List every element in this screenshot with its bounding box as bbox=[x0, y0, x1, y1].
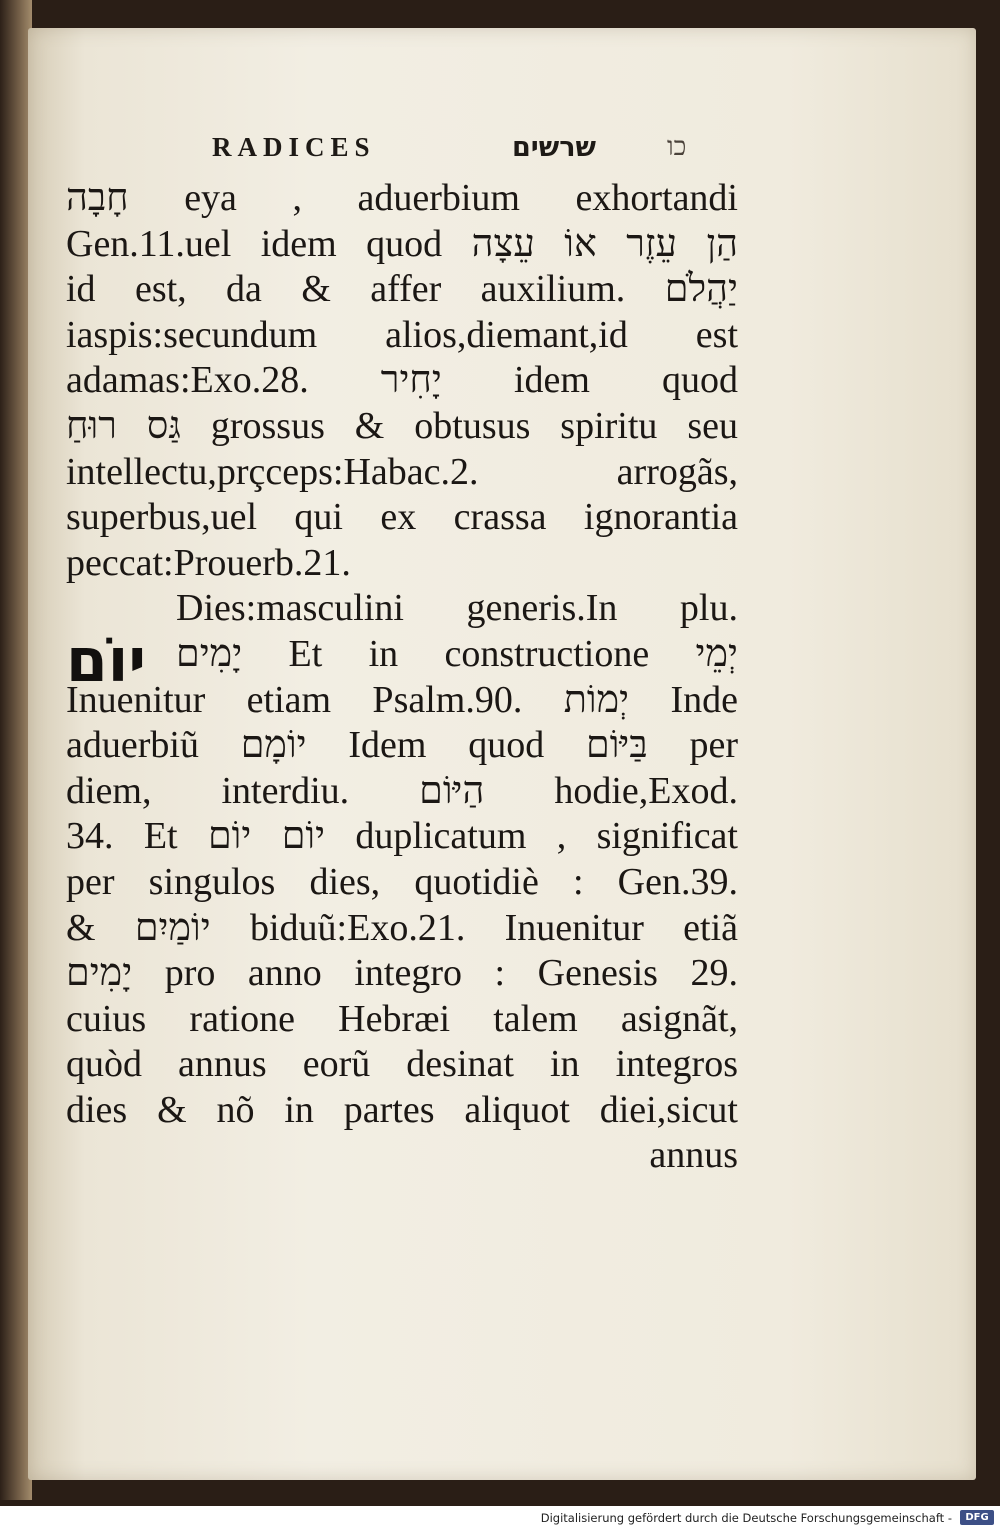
text-line: cuius ratione Hebræi talem asignãt, bbox=[66, 997, 738, 1040]
text-line: חָבָה eya , aduerbium exhortandi bbox=[66, 177, 738, 219]
text-line: diem, interdiu. הַיּוֹם hodie,Exod. bbox=[66, 769, 738, 812]
text-line: dies & nõ in partes aliquot diei,sicut bbox=[66, 1088, 738, 1131]
text-line: יָמִים pro anno integro : Genesis 29. bbox=[66, 952, 738, 995]
text-line: Dies:masculini generis.In plu. bbox=[176, 587, 738, 630]
text-line: id est, da & affer auxilium. יַהֲלֹם bbox=[66, 268, 738, 311]
running-head-latin: RADICES bbox=[212, 132, 376, 162]
running-header bbox=[212, 132, 712, 168]
text-line: superbus,uel qui ex crassa ignorantia bbox=[66, 496, 738, 539]
text-line: quòd annus eorũ desinat in integros bbox=[66, 1043, 738, 1086]
running-head-hebrew: שרשים bbox=[512, 132, 596, 163]
text-line: & יוֹמַיִם biduũ:Exo.21. Inuenitur etiã bbox=[66, 906, 738, 949]
page-number: כו bbox=[667, 132, 687, 161]
catchword: annus bbox=[649, 1134, 738, 1177]
text-line: 34. Et יוֹם יוֹם duplicatum , significat bbox=[66, 815, 738, 858]
body-text bbox=[66, 176, 738, 1179]
text-line: גַּס רוּחַ grossus & obtusus spiritu seu bbox=[66, 404, 738, 447]
text-line: iaspis:secundum alios,diemant,id est bbox=[66, 313, 738, 356]
text-line: intellectu,prçceps:Habac.2. arrogãs, bbox=[66, 450, 738, 493]
text-line: aduerbiũ יוֹמָם Idem quod בַּיּוֹם per bbox=[66, 724, 738, 767]
text-line: adamas:Exo.28. יָחִיר idem quod bbox=[66, 359, 738, 402]
text-line: יָמִים Et in constructione יְמֵי bbox=[176, 632, 738, 675]
text-line: Gen.11.uel idem quod הַן עֵזֶר אוֹ עֵצָה bbox=[66, 222, 738, 265]
dfg-logo: DFG bbox=[960, 1510, 994, 1525]
lemma-heading: יוֹם bbox=[66, 626, 147, 696]
digitization-credit: Digitalisierung gefördert durch die Deutsche Forschungsgemeinschaft - bbox=[540, 1511, 952, 1525]
text-line: per singulos dies, quotidiè : Gen.39. bbox=[66, 860, 738, 903]
text-line: Inuenitur etiam Psalm.90. יְמוֹת Inde bbox=[66, 678, 738, 721]
text-line: peccat:Prouerb.21. bbox=[66, 541, 351, 584]
